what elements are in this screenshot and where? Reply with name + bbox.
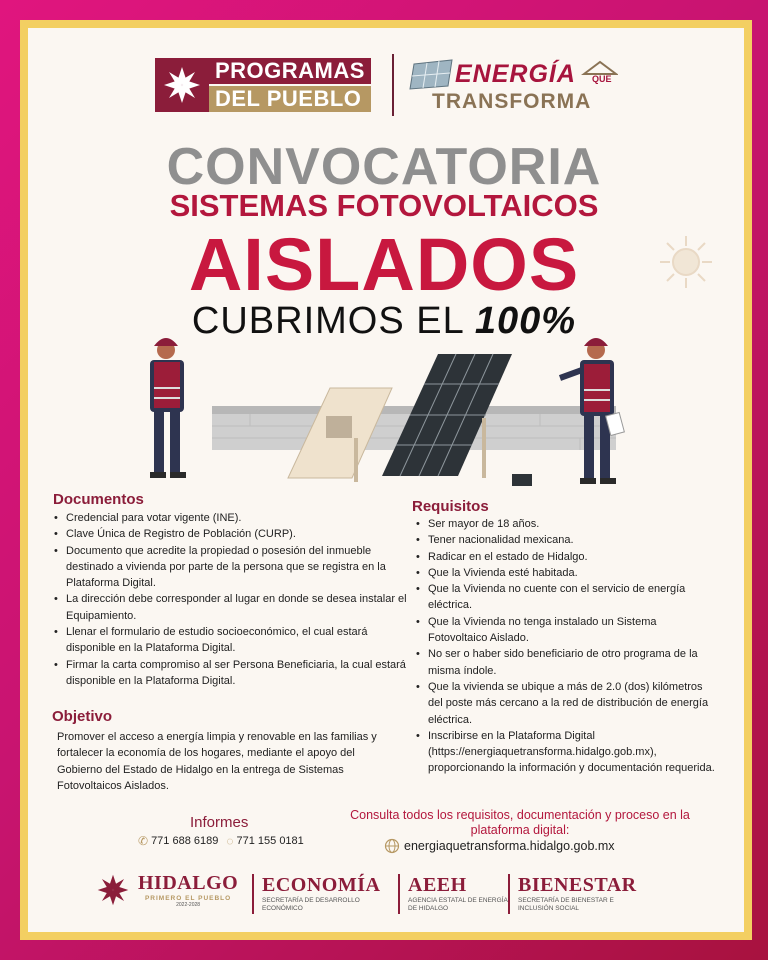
sun-icon <box>658 234 714 290</box>
bienestar-text: BIENESTAR <box>518 874 637 896</box>
phone-1[interactable]: 771 688 6189 <box>151 835 219 847</box>
hidalgo-sub: PRIMERO EL PUEBLO <box>144 895 232 902</box>
list-item: • Llenar el formulario de estudio socioeconómico, el cual estará disponible en la Plataforma Digital. <box>52 624 408 657</box>
list-item: • Que la vivienda se ubique a más de 2.0 (dos) kilómetros del poste más cercano a la red de distribución de energía eléctrica. <box>414 679 718 728</box>
informes-title: Informes <box>190 814 249 831</box>
percent-text: 100% <box>474 300 577 342</box>
list-item: • Tener nacionalidad mexicana. <box>414 532 718 548</box>
transforma-text: TRANSFORMA <box>432 90 592 113</box>
phone-icon: ✆ <box>138 834 149 848</box>
documentos-title: Documentos <box>53 491 144 508</box>
list-item: • Clave Única de Registro de Población (CURP). <box>52 526 408 542</box>
list-item: • Radicar en el estado de Hidalgo. <box>414 549 718 565</box>
header-divider <box>392 54 394 116</box>
list-item: • La dirección debe corresponder al lugar en donde se desea instalar el Equipamiento. <box>52 591 408 624</box>
bienestar-sub: SECRETARÍA DE BIENESTAR E INCLUSIÓN SOCIAL <box>518 897 614 912</box>
bienestar-logo <box>518 874 637 913</box>
hidalgo-text: HIDALGO <box>138 872 239 894</box>
hidalgo-emblem-icon <box>96 873 130 907</box>
star-emblem-icon <box>155 58 209 112</box>
requisitos-title: Requisitos <box>412 498 489 515</box>
aeeh-logo <box>408 874 508 913</box>
convocatoria-heading: CONVOCATORIA <box>166 138 602 196</box>
list-item: • No ser o haber sido beneficiario de otro programa de la misma índole. <box>414 646 718 679</box>
programas-text: PROGRAMAS <box>209 58 371 84</box>
del-pueblo-text: DEL PUEBLO <box>209 86 371 112</box>
footer-divider <box>252 874 254 914</box>
cubrimos-text: CUBRIMOS EL <box>191 300 464 342</box>
list-item: • Firmar la carta compromiso al ser Persona Beneficiaria, la cual estará disponible en la Plataforma Digital. <box>52 657 408 690</box>
solar-installation-illustration <box>120 328 650 494</box>
list-item: • Credencial para votar vigente (INE). <box>52 510 408 526</box>
hidalgo-years: 2022-2028 <box>176 902 201 908</box>
aeeh-sub: AGENCIA ESTATAL DE ENERGÍA DE HIDALGO <box>408 897 508 912</box>
documentos-list <box>52 510 408 689</box>
globe-icon <box>384 838 400 854</box>
energia-text: ENERGÍA <box>455 60 576 88</box>
objetivo-title: Objetivo <box>52 708 113 725</box>
website-link[interactable]: energiaquetransforma.hidalgo.gob.mx <box>404 839 615 853</box>
programas-del-pueblo-logo <box>155 58 375 112</box>
footer-divider <box>508 874 510 914</box>
phone-2[interactable]: 771 155 0181 <box>236 835 304 847</box>
objetivo-text: Promover el acceso a energía limpia y renovable en las familias y fortalecer la economía de los hogares, mediante el apoyo del Gobierno del Estado de Hidalgo en la entrega de Sistemas Fotovoltaicos Aislados. <box>57 731 377 792</box>
list-item: • Ser mayor de 18 años. <box>414 516 718 532</box>
worker-left-illustration <box>150 338 186 478</box>
sistemas-heading: SISTEMAS FOTOVOLTAICOS <box>169 188 599 223</box>
list-item: • Que la Vivienda no cuente con el servicio de energía eléctrica. <box>414 581 718 614</box>
consulta-text: Consulta todos los requisitos, documentación y proceso en la plataforma digital: <box>350 808 690 837</box>
list-item: • Que la Vivienda esté habitada. <box>414 565 718 581</box>
footer-divider <box>398 874 400 914</box>
website-link-row[interactable] <box>384 838 615 854</box>
list-item: • Inscribirse en la Plataforma Digital (https://energiaquetransforma.hidalgo.gob.mx), proporcionando la información y documentación requerida. <box>414 728 718 777</box>
list-item: • Documento que acredite la propiedad o posesión del inmueble destinado a vivienda por parte de la persona que se registra en la Plataforma Digital. <box>52 543 408 592</box>
solar-panel-icon <box>410 60 452 89</box>
economia-logo <box>262 874 392 913</box>
phone-numbers <box>138 834 304 848</box>
hidalgo-logo <box>96 872 238 908</box>
whatsapp-icon: ◌ <box>226 834 234 848</box>
que-text: QUE <box>592 74 612 84</box>
requisitos-list <box>414 516 718 777</box>
economia-text: ECONOMÍA <box>262 874 381 896</box>
aeeh-text: AEEH <box>408 874 467 896</box>
list-item: • Que la Vivienda no tenga instalado un Sistema Fotovoltaico Aislado. <box>414 614 718 647</box>
aislados-heading: AISLADOS <box>188 223 580 306</box>
economia-sub: SECRETARÍA DE DESARROLLO ECONÓMICO <box>262 897 360 912</box>
